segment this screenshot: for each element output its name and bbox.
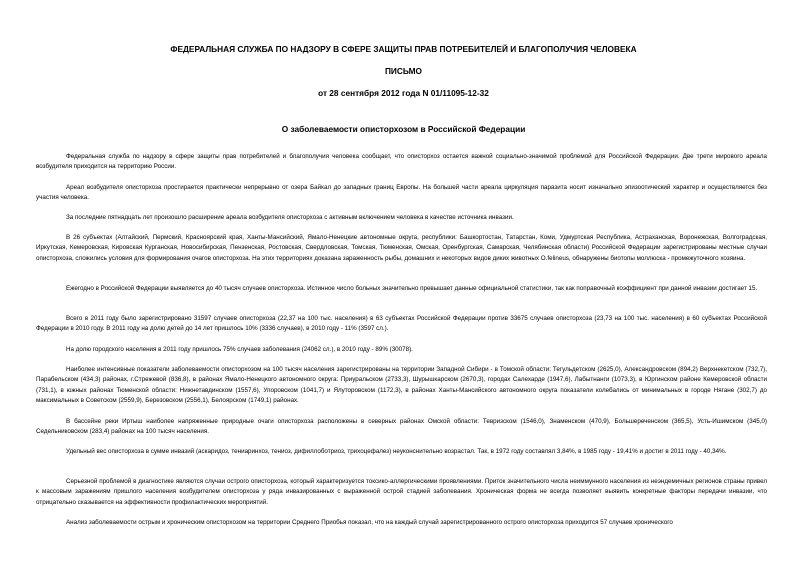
paragraph: Федеральная служба по надзору в сфере защиты прав потребителей и благополучия человека сообщает, что описторхоз остается важной социально-значимой проблемой для Российской Федерации. Две трети мирового ареала возбудителя приходится на территорию России. bbox=[36, 153, 767, 171]
paragraph: В 26 субъектах (Алтайский, Пермский, Красноярский края, Ханты-Мансийский, Ямало-Ненецкие автономные округа, республики: Башкортостан, Татарстан, Коми, Удмуртская Республика, Астраханская, Воронежская, Волгоградская, Иркутская, Кемеровская, Кировская Курганская, Новосибирская, Пензенская, Ростовская, Свердловская, Томская, Тюменская, Омская, Оренбургская, Самарская, Челябинская области) Российской Федерации зарегистрированы местные случаи описторхоза, сложились условия для формирования очагов описторхоза. На этих территориях доказана зараженность рыбы, домашних и некоторых видов диких животных O.felineus, обнаружены биотопы моллюска - промежуточного хозяина. bbox=[36, 234, 767, 262]
paragraph: Всего в 2011 году было зарегистрировано 31597 случаев описторхоза (22,37 на 100 тыс. населения) в 63 субъектах Российской Федерации против 33675 случаев описторхоза (23,73 на 100 тыс. населения) в 60 субъектах Российской Федерации в 2010 году. В 2011 году на долю детей до 14 лет пришлось 10% (3336 случаев), в 2010 году - 11% (3597 сл.). bbox=[36, 315, 767, 333]
document-date-number: от 28 сентября 2012 года N 01/11095-12-32 bbox=[318, 88, 489, 98]
paragraph: Наиболее интенсивные показатели заболеваемости описторхозом на 100 тысяч населения зарегистрированы на территории Западной Сибири - в Томской области: Тегульдетском (2625,0), Александровском (894,2) Верхнекетском (732,7), Парабельском (434,3) районах, г.Стрежевой (836,8), в районах Ямало-Ненецкого автономного округа: Приуральском (2733,3), Шурышкарском (2670,3), городах Салехарде (1947,6), Лабытнанги (1073,3), в Юргинском районе Кемеровской области (731,1), в южных районах Тюменской области: Нижнетавдинском (1557,6), Упоровском (1041,7) и Ялуторовском (1172,3), в районах Ханты-Мансийского автономного округа показатели колебались от минимальных в городе Нягане (302,7) до максимальных в Советском (2559,9), Березовском (2556,1), Белоярском (1749,1) районах. bbox=[36, 366, 767, 405]
agency-heading: ФЕДЕРАЛЬНАЯ СЛУЖБА ПО НАДЗОРУ В СФЕРЕ ЗАЩИТЫ ПРАВ ПОТРЕБИТЕЛЕЙ И БЛАГОПОЛУЧИЯ ЧЕЛОВЕКА bbox=[170, 44, 637, 54]
paragraph: На долю городского населения в 2011 году пришлось 75% случаев заболевания (24062 сл.), в 2010 году - 89% (30078). bbox=[66, 346, 413, 353]
paragraph: В бассейне реки Иртыш наиболее напряженные природные очаги описторхоза расположены в северных районах Омской области: Тевризском (1546,0), Знаменском (470,9), Большереченском (365,5), Усть-Ишимском (345,0) Седельниковском (283,4) районах на 100 тысяч населения. bbox=[36, 418, 767, 436]
paragraph: Ежегодно в Российской Федерации выявляется до 40 тысяч случаев описторхоза. Истинное число больных значительно превышает данные официальной статистики, так как поправочный коэффициент при данной инвазии достигает 15. bbox=[66, 285, 758, 292]
document-subject: О заболеваемости описторхозом в Российской Федерации bbox=[281, 124, 526, 134]
paragraph: Серьезной проблемой в диагностике являются случаи острого описторхоза, который характеризуется токсико-аллергическими проявлениями. Приток значительного числа неиммунного населения из неэндемичных регионов страны привел к массовым заражениям пришлого населения возбудителем описторхоза у ряда инвазированных с выраженной острой стадией заболевания. Хроническая форма не всегда позволяет выявить конкретные факторы передачи инвазии, что отрицательно сказывается на эффективности профилактических мероприятий. bbox=[36, 478, 767, 506]
paragraph: Анализ заболеваемости острым и хроническим описторхозом на территории Среднего Приобья показал, что на каждый случай зарегистрированного острого описторхоза приходится 57 случаев хронического bbox=[66, 519, 673, 526]
document-type: ПИСЬМО bbox=[384, 66, 423, 76]
paragraph: Удельный вес описторхоза в сумме инвазий (аскаридоз, тениаринхоз, тениоз, дифиллоботриоз, трихоцефалез) неуконснительно возрастал. Так, в 1972 году составлял 3,84%, в 1985 году - 19,41% и достиг в 2011 году - 40,34%. bbox=[66, 448, 727, 455]
paragraph: За последние пятнадцать лет произошло расширение ареала возбудителя описторхоза с активным включением человека в качестве источника инвазии. bbox=[66, 214, 514, 221]
paragraph: Ареал возбудителя описторхоза простирается практически непрерывно от озера Байкал до западных границ Европы. На большей части ареала циркуляция паразита носит изначально эпизоотический характер и осуществляется без участия человека. bbox=[36, 184, 767, 202]
